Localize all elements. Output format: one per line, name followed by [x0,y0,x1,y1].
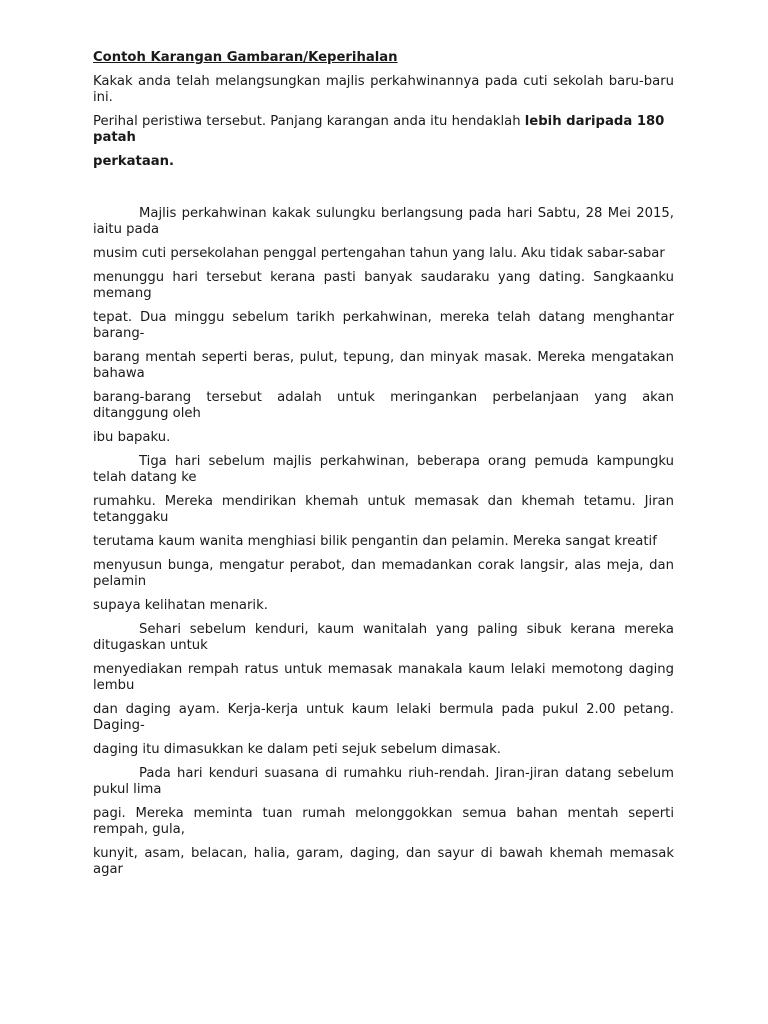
intro-paragraph: Kakak anda telah melangsungkan majlis perkahwinannya pada cuti sekolah baru-baru ini. [93,74,674,105]
essay-line: Sehari sebelum kenduri, kaum wanitalah yang paling sibuk kerana mereka ditugaskan untuk [93,622,674,653]
document-page [93,50,674,886]
essay-line: menunggu hari tersebut kerana pasti banyak saudaraku yang dating. Sangkaanku memang [93,270,674,301]
essay-line: menyediakan rempah ratus untuk memasak manakala kaum lelaki memotong daging lembu [93,662,674,693]
essay-line: kunyit, asam, belacan, halia, garam, daging, dan sayur di bawah khemah memasak agar [93,846,674,877]
instruction-paragraph [93,114,674,146]
essay-line: dan daging ayam. Kerja-kerja untuk kaum lelaki bermula pada pukul 2.00 petang. Daging- [93,702,674,733]
essay-line: daging itu dimasukkan ke dalam peti sejuk sebelum dimasak. [93,742,501,757]
essay-line: ibu bapaku. [93,430,171,445]
essay-line: Pada hari kenduri suasana di rumahku riuh-rendah. Jiran-jiran datang sebelum pukul lima [93,766,674,797]
essay-line: pagi. Mereka meminta tuan rumah melonggokkan semua bahan mentah seperti rempah, gula, [93,806,674,837]
essay-line: Tiga hari sebelum majlis perkahwinan, beberapa orang pemuda kampungku telah datang ke [93,454,674,485]
instruction-bold-text: lebih daripada 180 patah [93,114,665,145]
essay-line: barang mentah seperti beras, pulut, tepung, dan minyak masak. Mereka mengatakan bahawa [93,350,674,381]
essay-line: musim cuti persekolahan penggal pertengahan tahun yang lalu. Aku tidak sabar-sabar [93,246,665,261]
essay-line: menyusun bunga, mengatur perabot, dan memadankan corak langsir, alas meja, dan pelamin [93,558,674,589]
instruction-text: Perihal peristiwa tersebut. Panjang karangan anda itu hendaklah [93,114,525,129]
document-title: Contoh Karangan Gambaran/Keperihalan [93,50,398,65]
essay-line: rumahku. Mereka mendirikan khemah untuk memasak dan khemah tetamu. Jiran tetanggaku [93,494,674,525]
essay-line: supaya kelihatan menarik. [93,598,268,613]
essay-line: Majlis perkahwinan kakak sulungku berlangsung pada hari Sabtu, 28 Mei 2015, iaitu pada [93,206,674,237]
essay-line: terutama kaum wanita menghiasi bilik pengantin dan pelamin. Mereka sangat kreatif [93,534,657,549]
essay-line: tepat. Dua minggu sebelum tarikh perkahwinan, mereka telah datang menghantar barang- [93,310,674,341]
instruction-bold-line: perkataan. [93,154,175,169]
essay-line: barang-barang tersebut adalah untuk meringankan perbelanjaan yang akan ditanggung oleh [93,390,674,421]
spacer [93,178,674,206]
